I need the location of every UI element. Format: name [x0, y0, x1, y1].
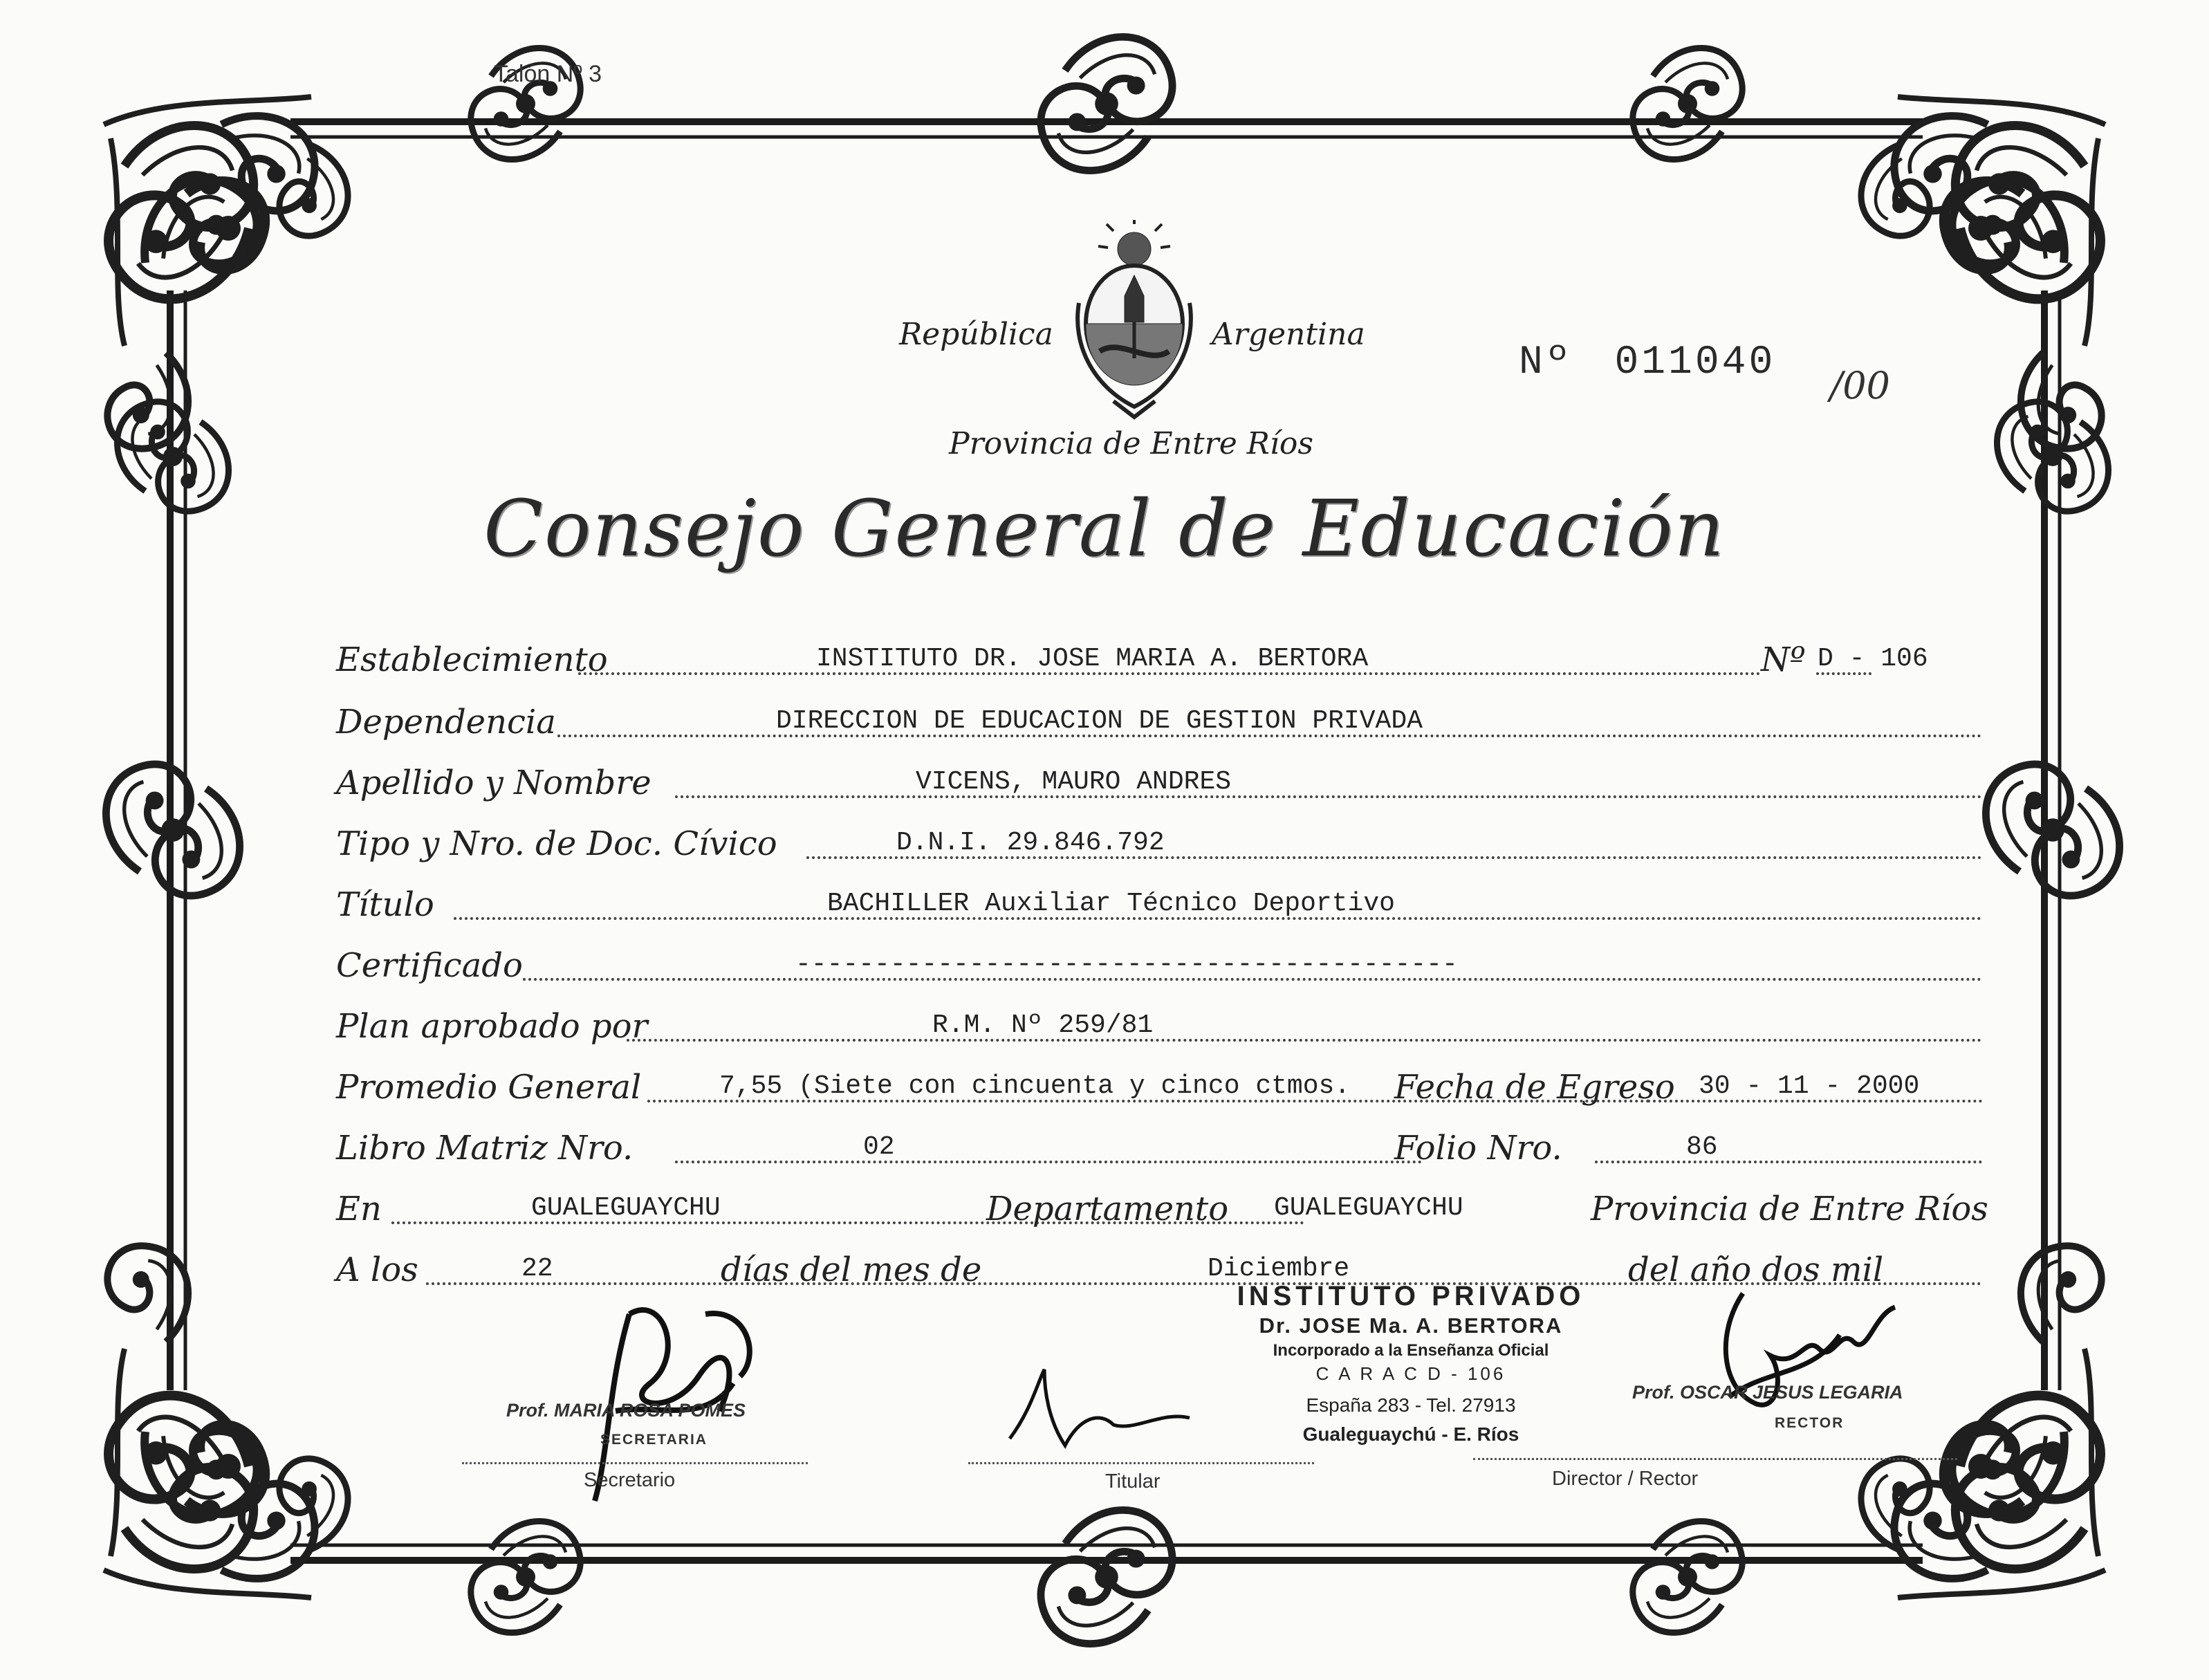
- row-titulo: [336, 867, 1985, 927]
- value-titulo: BACHILLER Auxiliar Técnico Deportivo: [827, 889, 1395, 919]
- stamp-line-3: Incorporado a la Enseñanza Oficial: [1273, 1341, 1549, 1360]
- value-en: GUALEGUAYCHU: [531, 1193, 721, 1223]
- certificate-number: [1519, 340, 1775, 385]
- label-documento: Tipo y Nro. de Doc. Cívico: [336, 824, 777, 863]
- rector-role: RECTOR: [1775, 1415, 1845, 1431]
- label-a-los: A los: [336, 1250, 418, 1289]
- value-departamento: GUALEGUAYCHU: [1274, 1193, 1463, 1223]
- row-apellido: [336, 746, 1985, 805]
- numero-suffix: /00: [1830, 364, 1890, 407]
- value-apellido: VICENS, MAURO ANDRES: [916, 767, 1232, 797]
- stamp-line-6: Gualeguaychú - E. Ríos: [1302, 1423, 1519, 1445]
- value-dependencia: DIRECCION DE EDUCACION DE GESTION PRIVADA: [776, 706, 1423, 736]
- value-libro: 02: [863, 1132, 895, 1162]
- label-departamento: Departamento: [986, 1190, 1229, 1228]
- provincia-heading: Provincia de Entre Ríos: [949, 426, 1313, 461]
- secretario-caption: Secretario: [584, 1469, 676, 1491]
- value-promedio: 7,55 (Siete con cincuenta y cinco ctmos.: [719, 1071, 1351, 1101]
- label-nro: Nº: [1761, 640, 1806, 679]
- row-libro: [336, 1111, 1985, 1170]
- titular-caption: Titular: [1105, 1470, 1161, 1493]
- value-plan: R.M. Nº 259/81: [932, 1010, 1154, 1040]
- argentina-label: Argentina: [1212, 317, 1365, 352]
- label-dias-del-mes: días del mes de: [721, 1250, 982, 1289]
- rector-name: Prof. OSCAR JESUS LEGARIA: [1632, 1382, 1903, 1403]
- stamp-line-4: C A R A C D - 106: [1315, 1363, 1506, 1384]
- stamp-line-2: Dr. JOSE Ma. A. BERTORA: [1259, 1313, 1563, 1338]
- value-certificado: ------------------------------------------: [795, 950, 1458, 979]
- value-mes: Diciembre: [1208, 1254, 1350, 1284]
- label-folio: Folio Nro.: [1394, 1129, 1562, 1167]
- institution-stamp: [1217, 1281, 1605, 1446]
- republica-label: República: [899, 317, 1053, 352]
- label-egreso: Fecha de Egreso: [1394, 1068, 1675, 1107]
- row-establecimiento: [336, 622, 1985, 682]
- stamp-line-5: España 283 - Tel. 27913: [1306, 1394, 1516, 1416]
- label-apellido: Apellido y Nombre: [336, 764, 651, 802]
- label-plan: Plan aprobado por: [336, 1007, 648, 1046]
- secretario-name: Prof. MARIA ROSA POMES: [506, 1400, 746, 1421]
- label-ano: del año dos mil: [1628, 1250, 1884, 1289]
- label-en: En: [336, 1190, 382, 1228]
- value-egreso: 30 - 11 - 2000: [1699, 1071, 1920, 1101]
- label-libro: Libro Matriz Nro.: [336, 1129, 634, 1167]
- value-folio: 86: [1686, 1132, 1718, 1162]
- label-titulo: Título: [336, 885, 434, 924]
- rector-signature: [1701, 1266, 1909, 1432]
- row-en: [336, 1172, 1988, 1231]
- label-dependencia: Dependencia: [336, 703, 556, 741]
- coat-of-arms-emblem: [1065, 220, 1203, 427]
- value-establecimiento: INSTITUTO DR. JOSE MARIA A. BERTORA: [816, 644, 1369, 674]
- secretario-role: SECRETARIA: [600, 1432, 708, 1448]
- titular-signature: [996, 1356, 1203, 1466]
- label-establecimiento: Establecimiento: [336, 640, 608, 679]
- value-nro: D - 106: [1818, 644, 1928, 674]
- page-title: Consejo General de Educación: [483, 484, 1726, 574]
- row-plan: [336, 989, 1985, 1049]
- label-promedio: Promedio General: [336, 1068, 642, 1107]
- value-documento: D.N.I. 29.846.792: [896, 828, 1165, 858]
- talon-number: Talón Nº 3: [494, 61, 602, 87]
- row-dependencia: [336, 685, 1985, 744]
- row-documento: [336, 806, 1985, 866]
- row-certificado: [336, 928, 1985, 988]
- numero-label: Nº: [1519, 340, 1573, 385]
- rector-caption: Director / Rector: [1552, 1468, 1699, 1490]
- row-promedio: [336, 1050, 1985, 1109]
- label-certificado: Certificado: [336, 946, 523, 985]
- numero-value: 011040: [1614, 340, 1776, 385]
- stamp-line-1: INSTITUTO PRIVADO: [1237, 1281, 1585, 1311]
- label-provincia: Provincia de Entre Ríos: [1591, 1190, 1988, 1228]
- value-dia: 22: [521, 1254, 553, 1284]
